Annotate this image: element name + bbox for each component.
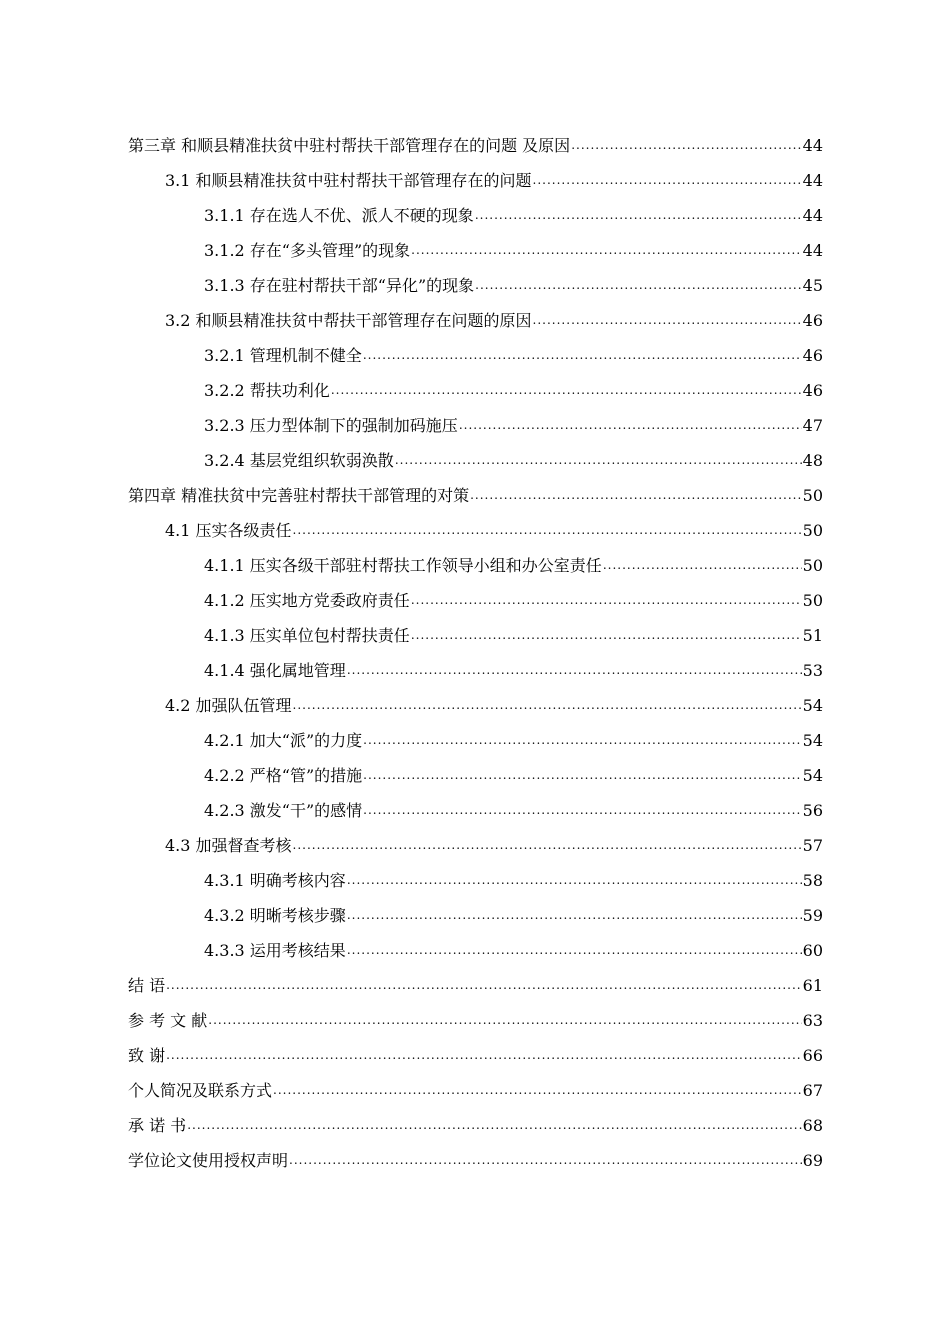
dot-leader <box>289 1143 802 1178</box>
toc-entry[interactable] <box>128 1073 823 1108</box>
dot-leader <box>208 1003 801 1038</box>
dot-leader <box>411 583 802 618</box>
toc-entry[interactable] <box>128 1038 823 1073</box>
toc-entry-title: 3.1.3 存在驻村帮扶干部“异化”的现象 <box>204 276 475 295</box>
toc-entry[interactable] <box>128 233 823 268</box>
dot-leader <box>347 933 802 968</box>
toc-entry-page-number: 60 <box>802 941 823 960</box>
dot-leader <box>293 513 802 548</box>
dot-leader <box>293 828 802 863</box>
toc-entry-page-number: 44 <box>802 241 823 260</box>
toc-entry[interactable] <box>128 198 823 233</box>
toc-entry[interactable] <box>128 548 823 583</box>
toc-entry[interactable] <box>128 513 823 548</box>
toc-entry-page-number: 44 <box>802 206 823 225</box>
dot-leader <box>293 688 802 723</box>
toc-entry-title: 4.3 加强督查考核 <box>165 836 292 855</box>
toc-entry[interactable] <box>128 863 823 898</box>
toc-entry-page-number: 63 <box>802 1011 823 1030</box>
toc-entry[interactable] <box>128 688 823 723</box>
dot-leader <box>533 163 802 198</box>
toc-entry-page-number: 54 <box>802 731 823 750</box>
toc-entry-title: 个人简况及联系方式 <box>128 1081 273 1100</box>
table-of-contents <box>128 128 823 1178</box>
toc-entry-title: 3.2.1 管理机制不健全 <box>204 346 362 365</box>
toc-entry[interactable] <box>128 1003 823 1038</box>
dot-leader <box>273 1073 802 1108</box>
toc-entry-title: 参 考 文 献 <box>128 1011 208 1030</box>
toc-entry[interactable] <box>128 723 823 758</box>
toc-entry-title: 4.1 压实各级责任 <box>165 521 292 540</box>
dot-leader <box>459 408 802 443</box>
dot-leader <box>475 268 801 303</box>
toc-entry-page-number: 44 <box>802 136 823 155</box>
toc-entry-title: 4.3.2 明晰考核步骤 <box>204 906 346 925</box>
toc-entry[interactable] <box>128 1108 823 1143</box>
dot-leader <box>347 653 802 688</box>
toc-entry-title: 3.2.4 基层党组织软弱涣散 <box>204 451 394 470</box>
dot-leader <box>411 233 801 268</box>
toc-entry[interactable] <box>128 478 823 513</box>
dot-leader <box>331 373 802 408</box>
toc-entry-title: 第四章 精准扶贫中完善驻村帮扶干部管理的对策 <box>128 486 470 505</box>
toc-entry-page-number: 45 <box>802 276 823 295</box>
toc-entry-page-number: 56 <box>802 801 823 820</box>
toc-entry[interactable] <box>128 583 823 618</box>
dot-leader <box>395 443 802 478</box>
toc-entry[interactable] <box>128 338 823 373</box>
toc-entry-page-number: 66 <box>802 1046 823 1065</box>
toc-entry-page-number: 69 <box>802 1151 823 1170</box>
toc-entry[interactable] <box>128 128 823 163</box>
toc-entry-page-number: 51 <box>802 626 823 645</box>
toc-entry-page-number: 47 <box>802 416 823 435</box>
dot-leader <box>411 618 802 653</box>
toc-entry-page-number: 54 <box>802 696 823 715</box>
toc-entry[interactable] <box>128 793 823 828</box>
toc-entry-title: 4.2 加强队伍管理 <box>165 696 292 715</box>
toc-entry-title: 结 语 <box>128 976 166 995</box>
dot-leader <box>363 338 802 373</box>
dot-leader <box>166 1038 802 1073</box>
toc-entry-title: 3.1.1 存在选人不优、派人不硬的现象 <box>204 206 474 225</box>
toc-entry[interactable] <box>128 303 823 338</box>
toc-entry-page-number: 46 <box>802 381 823 400</box>
dot-leader <box>470 478 802 513</box>
toc-entry-title: 4.1.4 强化属地管理 <box>204 661 346 680</box>
toc-entry-title: 4.1.2 压实地方党委政府责任 <box>204 591 410 610</box>
toc-entry-page-number: 57 <box>802 836 823 855</box>
toc-entry-page-number: 50 <box>802 486 823 505</box>
toc-entry-page-number: 50 <box>802 521 823 540</box>
toc-entry[interactable] <box>128 653 823 688</box>
toc-entry-title: 4.3.3 运用考核结果 <box>204 941 346 960</box>
toc-entry-page-number: 68 <box>802 1116 823 1135</box>
toc-entry-page-number: 48 <box>802 451 823 470</box>
toc-entry-title: 4.1.3 压实单位包村帮扶责任 <box>204 626 410 645</box>
toc-entry[interactable] <box>128 443 823 478</box>
toc-entry-page-number: 59 <box>802 906 823 925</box>
toc-entry-page-number: 50 <box>802 556 823 575</box>
dot-leader <box>347 863 802 898</box>
toc-entry-title: 学位论文使用授权声明 <box>128 1151 289 1170</box>
toc-entry[interactable] <box>128 758 823 793</box>
dot-leader <box>603 548 802 583</box>
dot-leader <box>363 793 801 828</box>
toc-entry-page-number: 53 <box>802 661 823 680</box>
toc-entry-title: 3.2.3 压力型体制下的强制加码施压 <box>204 416 458 435</box>
dot-leader <box>475 198 802 233</box>
toc-entry-title: 3.1 和顺县精准扶贫中驻村帮扶干部管理存在的问题 <box>165 171 532 190</box>
toc-entry-title: 第三章 和顺县精准扶贫中驻村帮扶干部管理存在的问题 及原因 <box>128 136 571 155</box>
toc-entry[interactable] <box>128 968 823 1003</box>
dot-leader <box>347 898 802 933</box>
toc-entry-title: 4.2.3 激发“干”的感情 <box>204 801 363 820</box>
toc-entry-page-number: 44 <box>802 171 823 190</box>
toc-entry[interactable] <box>128 828 823 863</box>
dot-leader <box>533 303 802 338</box>
toc-entry-title: 3.2.2 帮扶功利化 <box>204 381 330 400</box>
toc-entry[interactable] <box>128 268 823 303</box>
dot-leader <box>363 723 801 758</box>
toc-entry[interactable] <box>128 1143 823 1178</box>
toc-entry-title: 4.1.1 压实各级干部驻村帮扶工作领导小组和办公室责任 <box>204 556 602 575</box>
dot-leader <box>187 1108 801 1143</box>
toc-entry-page-number: 61 <box>802 976 823 995</box>
toc-entry-title: 3.1.2 存在“多头管理”的现象 <box>204 241 411 260</box>
toc-entry[interactable] <box>128 408 823 443</box>
dot-leader <box>571 128 801 163</box>
toc-entry-title: 4.2.1 加大“派”的力度 <box>204 731 363 750</box>
toc-entry-title: 4.3.1 明确考核内容 <box>204 871 346 890</box>
dot-leader <box>363 758 801 793</box>
toc-entry[interactable] <box>128 618 823 653</box>
toc-entry[interactable] <box>128 898 823 933</box>
toc-entry-page-number: 46 <box>802 311 823 330</box>
toc-entry-page-number: 46 <box>802 346 823 365</box>
toc-entry-title: 承 诺 书 <box>128 1116 187 1135</box>
toc-entry[interactable] <box>128 163 823 198</box>
toc-entry-title: 3.2 和顺县精准扶贫中帮扶干部管理存在问题的原因 <box>165 311 532 330</box>
toc-entry-title: 致 谢 <box>128 1046 166 1065</box>
toc-entry-page-number: 58 <box>802 871 823 890</box>
toc-entry-page-number: 54 <box>802 766 823 785</box>
toc-entry-page-number: 67 <box>802 1081 823 1100</box>
toc-entry[interactable] <box>128 373 823 408</box>
toc-entry-title: 4.2.2 严格“管”的措施 <box>204 766 363 785</box>
toc-entry-page-number: 50 <box>802 591 823 610</box>
dot-leader <box>166 968 802 1003</box>
toc-entry[interactable] <box>128 933 823 968</box>
